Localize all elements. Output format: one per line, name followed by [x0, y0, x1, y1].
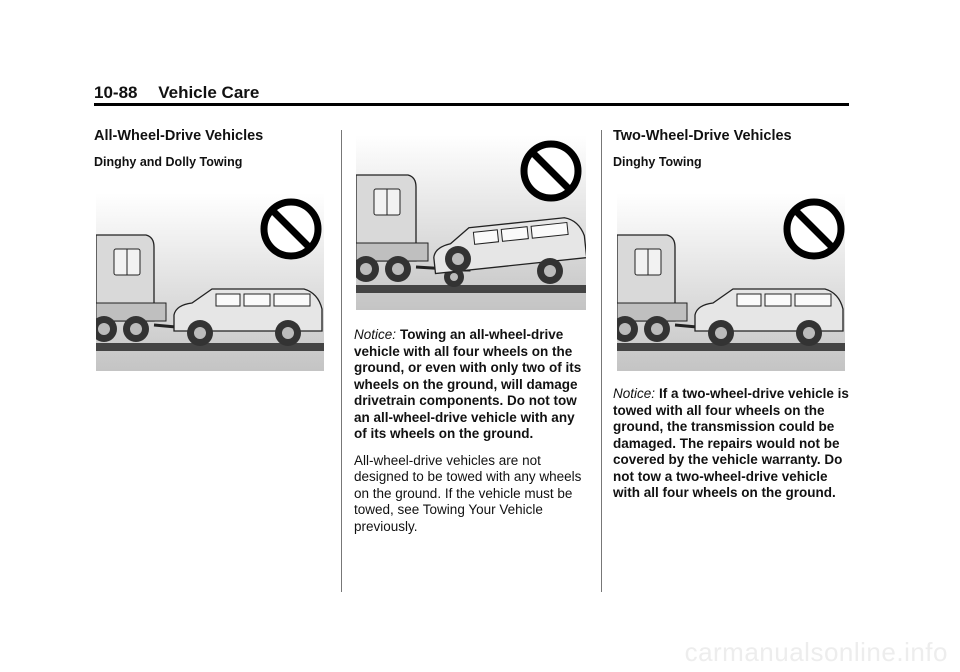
awd-notice: [354, 327, 590, 443]
awd-dinghy-illustration: [96, 193, 324, 376]
twd-dinghy-illustration: [617, 193, 845, 376]
dinghy-subheading: Dinghy Towing: [613, 155, 702, 169]
dinghy-dolly-subheading: Dinghy and Dolly Towing: [94, 155, 243, 169]
awd-dolly-illustration: [356, 135, 586, 315]
column-right: [613, 128, 849, 169]
twd-notice: [613, 386, 853, 502]
page-header: [94, 83, 259, 103]
notice-label: Notice:: [613, 386, 656, 401]
column-divider-left: [341, 130, 342, 592]
column-right-notice: [613, 386, 853, 502]
section-title: Vehicle Care: [158, 83, 260, 102]
page-number: 10-88: [94, 83, 138, 102]
twd-heading: Two-Wheel-Drive Vehicles: [613, 128, 792, 144]
column-middle: [354, 327, 590, 535]
watermark: carmanualsonline.info: [684, 637, 948, 667]
notice-text: If a two-wheel-drive vehicle is towed with all four wheels on the ground, the transmission could be damaged. The repairs would not be covered by the vehicle warranty. Do not tow a two-wheel-drive vehicle with all four wheels on the ground.: [613, 386, 849, 500]
prohibition-icon: [524, 144, 578, 198]
awd-heading: All-Wheel-Drive Vehicles: [94, 128, 264, 144]
notice-label: Notice:: [354, 327, 397, 342]
awd-body-paragraph: All-wheel-drive vehicles are not designed to be towed with any wheels on the ground. If the vehicle must be towed, see Towing Your Vehicle previously.: [354, 452, 582, 534]
notice-text: Towing an all-wheel-drive vehicle with all four wheels on the ground, or even with only two of its wheels on the ground, will damage drivetrain components. Do not tow an all-wheel-drive vehicle with any of its wheels on the ground.: [354, 327, 582, 441]
column-left: [94, 128, 326, 169]
prohibition-icon: [264, 202, 318, 256]
header-rule: [94, 103, 849, 106]
prohibition-icon: [787, 202, 841, 256]
column-divider-right: [601, 130, 602, 592]
